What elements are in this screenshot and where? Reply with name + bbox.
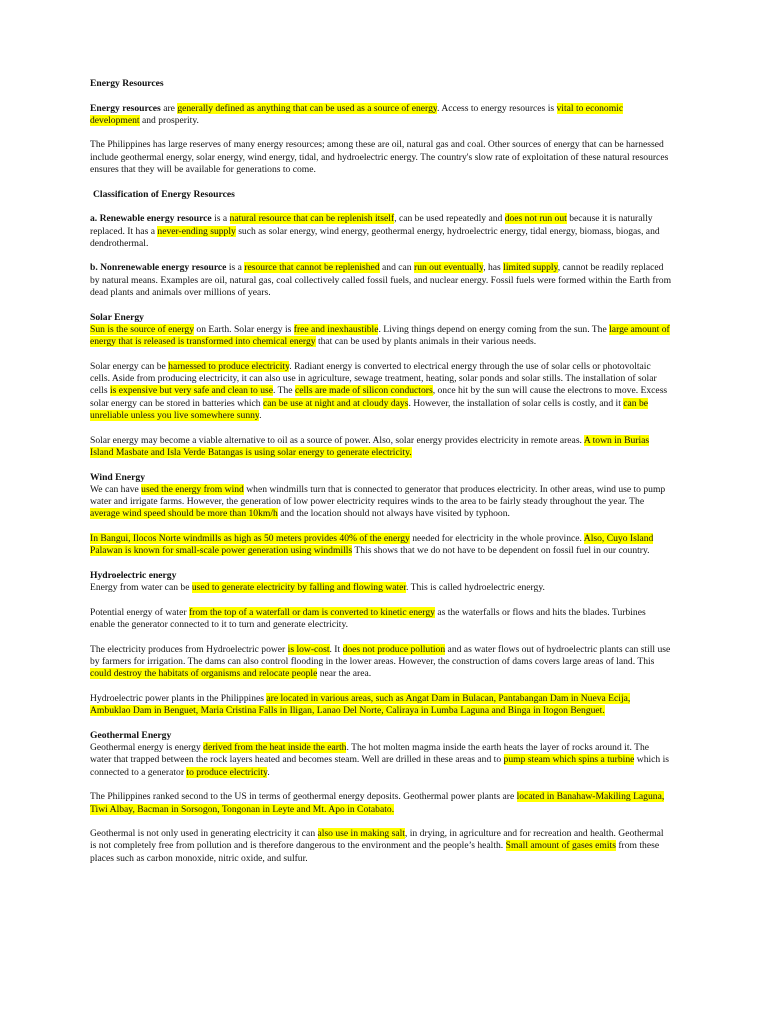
text-run: This shows that we do not have to be dependent on fossil fuel in our country. <box>352 545 650 557</box>
highlighted-text: does not run out <box>504 213 567 225</box>
section-heading <box>90 312 672 324</box>
text-run: Geothermal Energy <box>90 729 172 741</box>
highlighted-text: used to generate electricity by falling and flowing water <box>191 582 407 594</box>
highlighted-text: natural resource that can be replenish itself <box>229 213 395 225</box>
highlighted-text: derived from the heat inside the earth <box>203 742 347 754</box>
text-run: The electricity produces from Hydroelectric power <box>90 643 288 655</box>
highlighted-text: Small amount of gases emits <box>505 840 616 852</box>
text-run: is a <box>211 213 230 225</box>
text-run: Hydroelectric power plants in the Philippines <box>90 692 267 704</box>
section-heading <box>90 189 672 201</box>
bold-term: a. Renewable energy resource <box>90 213 212 225</box>
section-heading <box>90 730 672 742</box>
text-run: as the waterfalls or flows and hits the blades. Turbines enable the generator connected to it to turn and generate electricity. <box>90 606 646 631</box>
highlighted-text: run out eventually <box>414 262 484 274</box>
text-run: are <box>160 102 178 114</box>
highlighted-text: A town in Burias Island Masbate and Isla Verde Batangas is using solar energy to generate electricity. <box>90 434 650 458</box>
highlighted-text: located in Banahaw-Makiling Laguna, Tiwi Albay, Bacman in Sorsogon, Tongonan in Leyte and Mt. Apo in Cotabato. <box>90 791 665 815</box>
paragraph <box>90 103 672 128</box>
highlighted-text: harnessed to produce electricity <box>168 360 290 372</box>
bold-term: b. Nonrenewable energy resource <box>90 262 227 274</box>
text-run: on Earth. Solar energy is <box>194 323 294 335</box>
highlighted-text: large amount of energy that is released is transformed into chemical energy <box>90 323 670 348</box>
highlighted-text: is expensive but very safe and clean to use <box>109 385 274 397</box>
text-run: that can be used by plants animals in their various needs. <box>315 336 537 348</box>
text-run: and can <box>379 262 414 274</box>
paragraph <box>90 324 672 349</box>
text-run: Solar Energy <box>90 311 144 323</box>
text-run: . The hot molten magma inside the earth heats the layer of rocks around it. The water that trapped between the rock layers heated and becomes steam. Well are drilled in these areas and to <box>90 742 650 766</box>
text-run: . <box>259 410 262 422</box>
highlighted-text: also use in making salt <box>317 828 405 840</box>
highlighted-text: cells are made of silicon conductors <box>294 385 433 397</box>
paragraph <box>90 644 672 681</box>
text-run: Energy from water can be <box>90 582 192 594</box>
text-run: , cannot be readily replaced by natural means. Examples are oil, natural gas, coal collectively called fossil fuels, and nuclear energy. Fossil fuels were formed within the Earth from dead plants and animals over millions of years. <box>90 262 672 299</box>
text-run: and the location should not always have visited by typhoon. <box>277 508 510 520</box>
text-run: . The <box>273 385 295 397</box>
highlighted-text: is low-cost <box>287 643 330 655</box>
highlighted-text: limited supply <box>503 262 558 274</box>
text-run: which is connected to a generator <box>90 754 670 778</box>
text-run: . Radiant energy is converted to electrical energy through the use of solar cells or photovoltaic cells. Aside from producing electricity, it can also use in agriculture, sewage treatment, heating, solar ponds and solar stills. The installation of solar cells <box>90 360 657 397</box>
paragraph <box>90 484 672 521</box>
paragraph <box>90 582 672 594</box>
text-run: . It <box>329 643 343 655</box>
highlighted-text: used the energy from wind <box>141 483 244 495</box>
text-run: . Access to energy resources is <box>437 102 557 114</box>
text-run: Solar energy can be <box>90 360 169 372</box>
highlighted-text: can be use at night and at cloudy days <box>262 397 409 409</box>
text-run: Wind Energy <box>90 471 145 483</box>
paragraph <box>90 828 672 865</box>
highlighted-text: Also, Cuyo Island Palawan is known for small-scale power generation using windmills <box>90 532 654 557</box>
highlighted-text: are located in various areas, such as Angat Dam in Bulacan, Pantabangan Dam in Nueva Ecija, Ambuklao Dam in Benguet, Maria Cristina Falls in Iligan, Lanao Del Norte, Caliraya in Lumba Laguna and Binga in Itogon Benguet. <box>90 692 631 717</box>
paragraph <box>90 361 672 422</box>
section-heading <box>90 472 672 484</box>
text-run: . This is called hydroelectric energy. <box>406 582 545 594</box>
highlighted-text: to produce electricity <box>186 766 268 778</box>
paragraph <box>90 213 672 250</box>
section-heading <box>90 570 672 582</box>
highlighted-text: from the top of a waterfall or dam is converted to kinetic energy <box>188 606 435 618</box>
paragraph <box>90 533 672 558</box>
paragraph <box>90 693 672 718</box>
highlighted-text: does not produce pollution <box>342 643 446 655</box>
text-run: because it is naturally replaced. It has a <box>90 213 653 237</box>
text-run: is a <box>226 262 245 274</box>
paragraph <box>90 262 672 299</box>
highlighted-text: never-ending supply <box>157 225 236 237</box>
text-run: and prosperity. <box>139 114 199 126</box>
text-run: . However, the installation of solar cells is costly, and it <box>408 397 624 409</box>
paragraph <box>90 435 672 460</box>
text-run: needed for electricity in the whole province. <box>409 532 584 544</box>
paragraph <box>90 791 672 816</box>
text-run: The Philippines has large reserves of many energy resources; among these are oil, natural gas and coal. Other sources of energy that can be harnessed include geothermal energy, solar energy, wind energy, tidal, and hydroelectric energy. The country's slow rate of exploitation of these natural resources ensures that they will be available for generations to come. <box>90 139 669 176</box>
text-run: , can be used repeatedly and <box>394 213 505 225</box>
highlighted-text: free and inexhaustible <box>293 323 379 335</box>
text-run: when windmills turn that is connected to generator that produces electricity. In other areas, wind use to pump water and irrigate farms. However, the generation of low power electricity requires winds to the area to be fairly steady throughout the year. The <box>90 483 666 508</box>
text-run: , has <box>483 262 504 274</box>
text-run: , once hit by the sun will cause the electrons to move. Excess solar energy can be stored in batteries which <box>90 385 668 409</box>
document-body <box>90 103 672 865</box>
text-run: and as water flows out of hydroelectric plants can still use by farmers for irrigation. The dams can also control flooding in the lower areas. However, the construction of dams covers large areas of land. This <box>90 643 671 667</box>
highlighted-text: pump steam which spins a turbine <box>503 754 635 766</box>
highlighted-text: resource that cannot be replenished <box>244 262 380 274</box>
text-run: Geothermal energy is energy <box>90 742 204 754</box>
highlighted-text: generally defined as anything that can be used as a source of energy <box>177 102 438 114</box>
text-run: Geothermal is not only used in generating electricity it can <box>90 828 318 840</box>
text-run: Potential energy of water <box>90 606 189 618</box>
highlighted-text: Sun is the source of energy <box>90 323 194 335</box>
text-run: Hydroelectric energy <box>90 569 177 581</box>
highlighted-text: could destroy the habitats of organisms and relocate people <box>90 668 318 680</box>
text-run: , in drying, in agriculture and for recreation and health. Geothermal is not completely free from pollution and is therefore dangerous to the environment and the people’s health. <box>90 828 664 852</box>
text-run: Solar energy may become a viable alternative to oil as a source of power. Also, solar energy provides electricity in remote areas. <box>90 434 584 446</box>
highlighted-text: can be unreliable unless you live somewhere sunny <box>90 397 649 422</box>
text-run: . <box>267 766 270 778</box>
text-run: The Philippines ranked second to the US in terms of geothermal energy deposits. Geothermal power plants are <box>90 791 517 803</box>
text-run: We can have <box>90 483 142 495</box>
text-run: Classification of Energy Resources <box>93 188 235 200</box>
paragraph <box>90 742 672 779</box>
text-run: from these places such as carbon monoxide, nitric oxide, and sulfur. <box>90 840 660 864</box>
highlighted-text: In Bangui, Ilocos Norte windmills as high as 50 meters provides 40% of the energy <box>90 532 410 544</box>
highlighted-text: vital to economic development <box>90 102 624 126</box>
paragraph <box>90 139 672 176</box>
text-run: such as solar energy, wind energy, geothermal energy, hydroelectric energy, tidal energy, biomass, biogas, and dendrothermal. <box>90 225 660 249</box>
highlighted-text: average wind speed should be more than 10km/h <box>90 508 278 520</box>
document-title: Energy Resources <box>90 78 164 89</box>
paragraph <box>90 607 672 632</box>
text-run: . Living things depend on energy coming from the sun. The <box>378 323 610 335</box>
bold-term: Energy resources <box>90 102 161 114</box>
document-page <box>90 78 672 877</box>
text-run: near the area. <box>317 668 372 680</box>
